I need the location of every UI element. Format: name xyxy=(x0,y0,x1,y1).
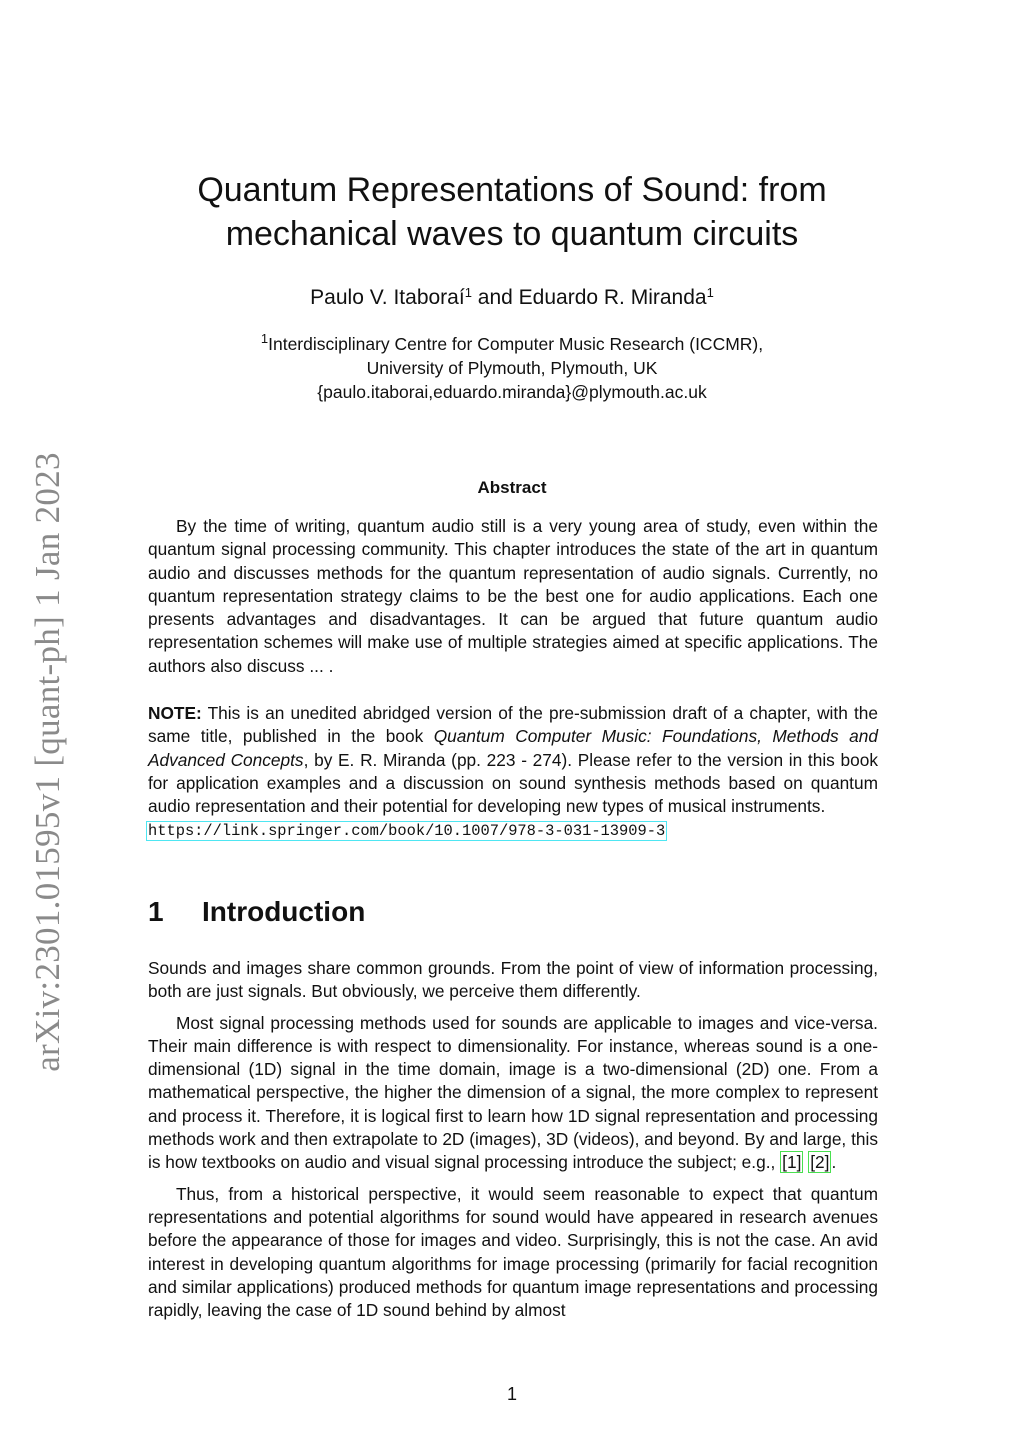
introduction-body xyxy=(148,957,878,1322)
author-1-affil-mark: 1 xyxy=(464,285,472,300)
note-label: NOTE: xyxy=(148,703,202,723)
note-block xyxy=(148,702,878,842)
title-line-2: mechanical waves to quantum circuits xyxy=(225,215,799,253)
intro-paragraph-2 xyxy=(148,1012,878,1175)
citation-1-number: 1 xyxy=(786,1152,797,1173)
affiliation-block xyxy=(120,332,904,404)
affiliation-mark: 1 xyxy=(260,331,269,346)
paper-title xyxy=(120,168,904,256)
section-number: 1 xyxy=(148,896,164,927)
affiliation-line-1: Interdisciplinary Centre for Computer Music Research (ICCMR), xyxy=(268,334,764,354)
abstract-body xyxy=(148,515,878,678)
intro-paragraph-2-end: . xyxy=(831,1152,837,1173)
section-heading xyxy=(148,896,365,928)
intro-paragraph-2-text: Most signal processing methods used for sounds are applicable to images and vice-versa. Their main difference is with respect to dimensionality. For instance, whereas sound is a one-dimensional (1D) signal in the time domain, image is a two-dimensional (2D) one. From a mathematical perspective, the higher the dimension of a signal, the more complex to represent and process it. Therefore, it is logical first to learn how 1D signal representation and processing methods work and then extrapolate to 2D (images), 3D (videos), and beyond. By and large, this is how textbooks on audio and visual signal processing introduce the subject; e.g., xyxy=(148,1012,878,1173)
abstract-heading: Abstract xyxy=(477,478,547,497)
author-2-affil-mark: 1 xyxy=(706,285,714,300)
abstract-paragraph: By the time of writing, quantum audio still is a very young area of study, even within the quantum signal processing community. This chapter introduces the state of the art in quantum audio and discusses methods for the quantum representation of audio signals. Currently, no quantum representation strategy claims to be the best one for audio applications. Each one presents advantages and disadvantages. It can be argued that future quantum audio representation schemes will make use of multiple strategies aimed at specific applications. The authors also discuss ... . xyxy=(148,516,878,676)
citation-link-1[interactable]: [1] xyxy=(782,1152,802,1173)
citation-link-2[interactable]: [2] xyxy=(810,1152,830,1173)
intro-paragraph-1: Sounds and images share common grounds. From the point of view of information processing, both are just signals. But obviously, we perceive them differently. xyxy=(148,958,878,1002)
page-number: 1 xyxy=(506,1384,517,1404)
note-text-after: , by E. R. Miranda (pp. 223 - 274). Please refer to the version in this book for application examples and a discussion on sound synthesis methods based on quantum audio representation and their potential for developing new types of musical instruments. xyxy=(148,749,878,817)
note-text-before: This is an unedited abridged version of the pre-submission draft of a chapter, with the same title, published in the book xyxy=(148,703,878,747)
affiliation-line-2: University of Plymouth, Plymouth, UK xyxy=(366,358,658,378)
note-paragraph xyxy=(148,702,878,842)
author-list xyxy=(120,284,904,312)
author-conjunction: and xyxy=(477,286,513,309)
citation-2-number: 2 xyxy=(815,1152,825,1173)
author-2: Eduardo R. Miranda xyxy=(518,286,707,309)
section-title: Introduction xyxy=(202,896,366,927)
author-1: Paulo V. Itaboraí xyxy=(310,286,465,309)
intro-paragraph-3: Thus, from a historical perspective, it would seem reasonable to expect that quantum representations and potential algorithms for sound would have appeared in research avenues before the appearance of those for images and video. Surprisingly, this is not the case. An avid interest in developing quantum algorithms for image processing (primarily for facial recognition and similar applications) produced methods for quantum image representations and processing rapidly, leaving the case of 1D sound behind by almost xyxy=(148,1183,878,1321)
title-line-1: Quantum Representations of Sound: from xyxy=(197,171,827,209)
arxiv-identifier: arXiv:2301.01595v1 [quant-ph] 1 Jan 2023 xyxy=(28,452,68,1072)
book-title: Quantum Computer Music: Foundations, Methods and Advanced Concepts xyxy=(148,726,878,770)
springer-link[interactable]: https://link.springer.com/book/10.1007/978-3-031-13909-3 xyxy=(148,822,666,841)
affiliation-emails[interactable]: {paulo.itaborai,eduardo.miranda}@plymouth.ac.uk xyxy=(317,382,707,402)
arxiv-sidebar xyxy=(20,452,76,1072)
